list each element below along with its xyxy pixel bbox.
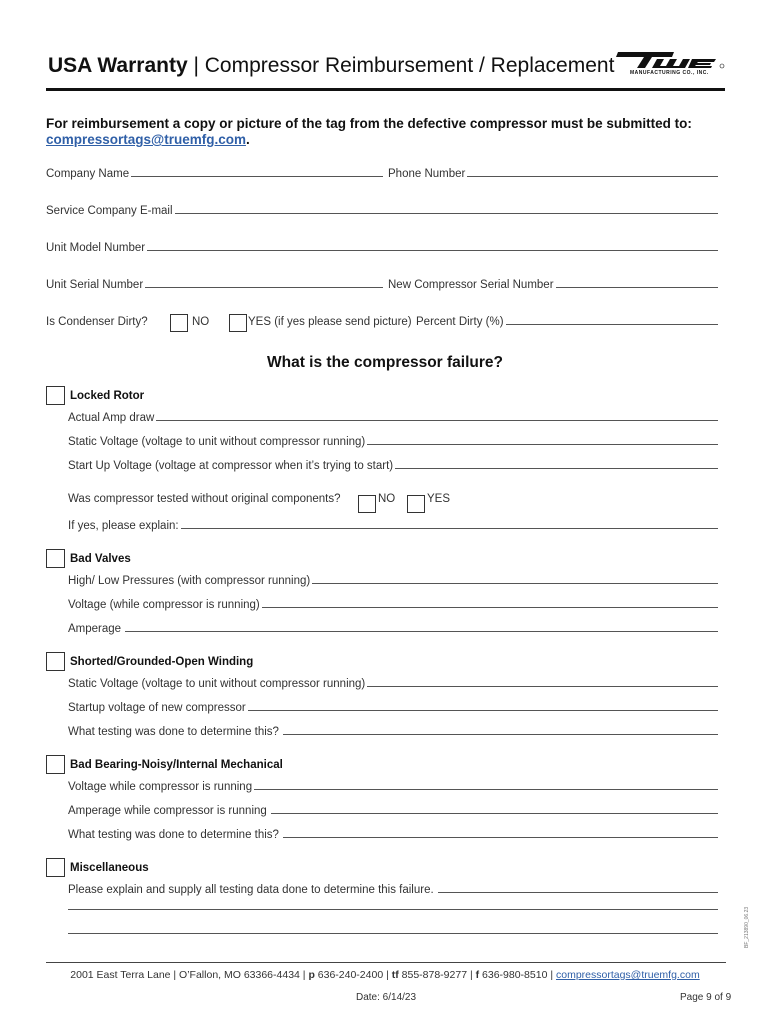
bad-valves-checkbox[interactable] <box>46 549 65 568</box>
bb-voltage-line[interactable] <box>254 788 718 790</box>
lr-static-voltage-line[interactable] <box>367 443 718 445</box>
footer-phone: 636-240-2400 | <box>314 969 392 981</box>
footer-contact <box>0 969 770 981</box>
pressures-label: High/ Low Pressures (with compressor running) <box>68 575 311 587</box>
percent-dirty-field[interactable] <box>416 316 718 328</box>
bb-voltage-field[interactable] <box>68 781 718 793</box>
tested-no-option <box>378 493 395 505</box>
bv-amperage-field[interactable] <box>68 623 718 635</box>
locked-rotor-section-header <box>46 386 144 405</box>
percent-dirty-label: Percent Dirty (%) <box>416 316 504 328</box>
new-serial-label: New Compressor Serial Number <box>388 279 554 291</box>
misc-explain-label: Please explain and supply all testing data done to determine this failure. <box>68 884 434 896</box>
phone-number-line[interactable] <box>467 175 718 177</box>
bb-testing-label: What testing was done to determine this? <box>68 829 279 841</box>
tested-yes-checkbox[interactable] <box>407 495 425 513</box>
phone-number-label: Phone Number <box>388 168 466 180</box>
bb-amperage-field[interactable] <box>68 805 718 817</box>
footer-date: Date: 6/14/23 <box>356 992 417 1003</box>
tested-yes-option <box>427 493 450 505</box>
title-separator: | <box>187 54 205 77</box>
amp-draw-line[interactable] <box>156 419 718 421</box>
bv-voltage-line[interactable] <box>262 606 718 608</box>
intro-period: . <box>245 132 250 147</box>
service-email-field[interactable] <box>46 205 718 217</box>
footer-tollfree: 855-878-9277 | <box>398 969 476 981</box>
footer-address: 2001 East Terra Lane | O’Fallon, MO 63366-4434 | <box>70 969 309 981</box>
page-title <box>48 54 614 78</box>
misc-line-2[interactable] <box>68 932 718 934</box>
pressures-field[interactable] <box>68 575 718 587</box>
bv-voltage-field[interactable] <box>68 599 718 611</box>
bb-amperage-line[interactable] <box>271 812 718 814</box>
unit-model-label: Unit Model Number <box>46 242 146 254</box>
intro-email-link[interactable]: compressortags@truemfg.com <box>46 132 246 147</box>
footer-phone-label: p <box>308 969 315 981</box>
misc-explain-line[interactable] <box>438 891 718 893</box>
footer-fax: 636-980-8510 | <box>479 969 556 981</box>
lr-startup-voltage-line[interactable] <box>395 467 718 469</box>
amp-draw-label: Actual Amp draw <box>68 412 155 424</box>
document-code: BF_213890_06.23 <box>744 906 750 948</box>
logo-subtitle: MANUFACTURING CO., INC. <box>630 70 709 76</box>
intro-text <box>46 116 726 148</box>
title-rest: Compressor Reimbursement / Replacement <box>204 54 615 77</box>
bearing-section-header <box>46 755 283 774</box>
title-divider <box>46 88 725 91</box>
bv-amperage-line[interactable] <box>125 630 718 632</box>
lr-static-voltage-field[interactable] <box>68 436 718 448</box>
footer-divider <box>46 962 726 963</box>
unit-model-field[interactable] <box>46 242 718 254</box>
sw-testing-field[interactable] <box>68 726 718 738</box>
bearing-title: Bad Bearing-Noisy/Internal Mechanical <box>70 758 283 771</box>
condenser-question <box>46 316 148 328</box>
tested-label: Was compressor tested without original components? <box>68 493 341 505</box>
misc-extra-line-2[interactable] <box>68 932 718 937</box>
condenser-yes-label: YES (if yes please send picture) <box>248 316 412 328</box>
sw-startup-voltage-field[interactable] <box>68 702 718 714</box>
bb-voltage-label: Voltage while compressor is running <box>68 781 253 793</box>
tested-question <box>68 493 341 505</box>
condenser-yes-checkbox[interactable] <box>229 314 247 332</box>
intro-instructions: For reimbursement a copy or picture of the tag from the defective compressor must be submitted to: <box>46 116 692 131</box>
misc-section-header <box>46 858 149 877</box>
unit-serial-field[interactable] <box>46 279 383 291</box>
condenser-no-label: NO <box>192 316 210 328</box>
sw-testing-label: What testing was done to determine this? <box>68 726 279 738</box>
new-serial-line[interactable] <box>556 286 718 288</box>
explain-label: If yes, please explain: <box>68 520 179 532</box>
percent-dirty-line[interactable] <box>506 323 718 325</box>
title-bold: USA Warranty <box>48 54 188 77</box>
condenser-no-option <box>192 316 209 328</box>
failure-heading: What is the compressor failure? <box>267 354 503 371</box>
bb-testing-line[interactable] <box>283 836 718 838</box>
footer-tollfree-label: tf <box>391 969 399 981</box>
sw-startup-voltage-label: Startup voltage of new compressor <box>68 702 246 714</box>
unit-model-line[interactable] <box>147 249 718 251</box>
misc-explain-field[interactable] <box>68 884 718 896</box>
winding-title: Shorted/Grounded-Open Winding <box>70 655 254 668</box>
bb-amperage-label: Amperage while compressor is running <box>68 805 267 817</box>
tested-no-checkbox[interactable] <box>358 495 376 513</box>
unit-serial-line[interactable] <box>145 286 383 288</box>
bb-testing-field[interactable] <box>68 829 718 841</box>
bad-valves-section-header <box>46 549 131 568</box>
service-email-line[interactable] <box>175 212 718 214</box>
tested-yes-label: YES <box>427 493 451 505</box>
sw-startup-voltage-line[interactable] <box>248 709 718 711</box>
locked-rotor-checkbox[interactable] <box>46 386 65 405</box>
company-name-line[interactable] <box>131 175 383 177</box>
bv-amperage-label: Amperage <box>68 623 122 635</box>
footer-page-number: Page 9 of 9 <box>680 992 732 1003</box>
bad-valves-title: Bad Valves <box>70 552 131 565</box>
misc-checkbox[interactable] <box>46 858 65 877</box>
bv-voltage-label: Voltage (while compressor is running) <box>68 599 260 611</box>
amp-draw-field[interactable] <box>68 412 718 424</box>
condenser-label: Is Condenser Dirty? <box>46 316 148 328</box>
winding-section-header <box>46 652 253 671</box>
locked-rotor-title: Locked Rotor <box>70 389 145 402</box>
misc-title: Miscellaneous <box>70 861 149 874</box>
lr-startup-voltage-label: Start Up Voltage (voltage at compressor when it’s trying to start) <box>68 460 394 472</box>
phone-number-field[interactable] <box>388 168 718 180</box>
lr-startup-voltage-field[interactable] <box>68 460 718 472</box>
unit-serial-label: Unit Serial Number <box>46 279 144 291</box>
company-name-label: Company Name <box>46 168 130 180</box>
misc-extra-line-1[interactable] <box>68 908 718 913</box>
lr-static-voltage-label: Static Voltage (voltage to unit without compressor running) <box>68 436 366 448</box>
service-email-label: Service Company E-mail <box>46 205 173 217</box>
pressures-line[interactable] <box>312 582 718 584</box>
footer-fax-label: f <box>475 969 480 981</box>
sw-static-voltage-label: Static Voltage (voltage to unit without compressor running) <box>68 678 366 690</box>
tested-no-label: NO <box>378 493 396 505</box>
condenser-yes-option <box>248 316 412 328</box>
explain-line[interactable] <box>181 527 718 529</box>
misc-line-1[interactable] <box>68 908 718 910</box>
explain-field[interactable] <box>68 520 718 532</box>
winding-checkbox[interactable] <box>46 652 65 671</box>
condenser-no-checkbox[interactable] <box>170 314 188 332</box>
sw-static-voltage-field[interactable] <box>68 678 718 690</box>
bearing-checkbox[interactable] <box>46 755 65 774</box>
sw-static-voltage-line[interactable] <box>367 685 718 687</box>
new-serial-field[interactable] <box>388 279 718 291</box>
sw-testing-line[interactable] <box>283 733 718 735</box>
footer-email-link[interactable]: compressortags@truemfg.com <box>555 969 700 981</box>
company-name-field[interactable] <box>46 168 383 180</box>
